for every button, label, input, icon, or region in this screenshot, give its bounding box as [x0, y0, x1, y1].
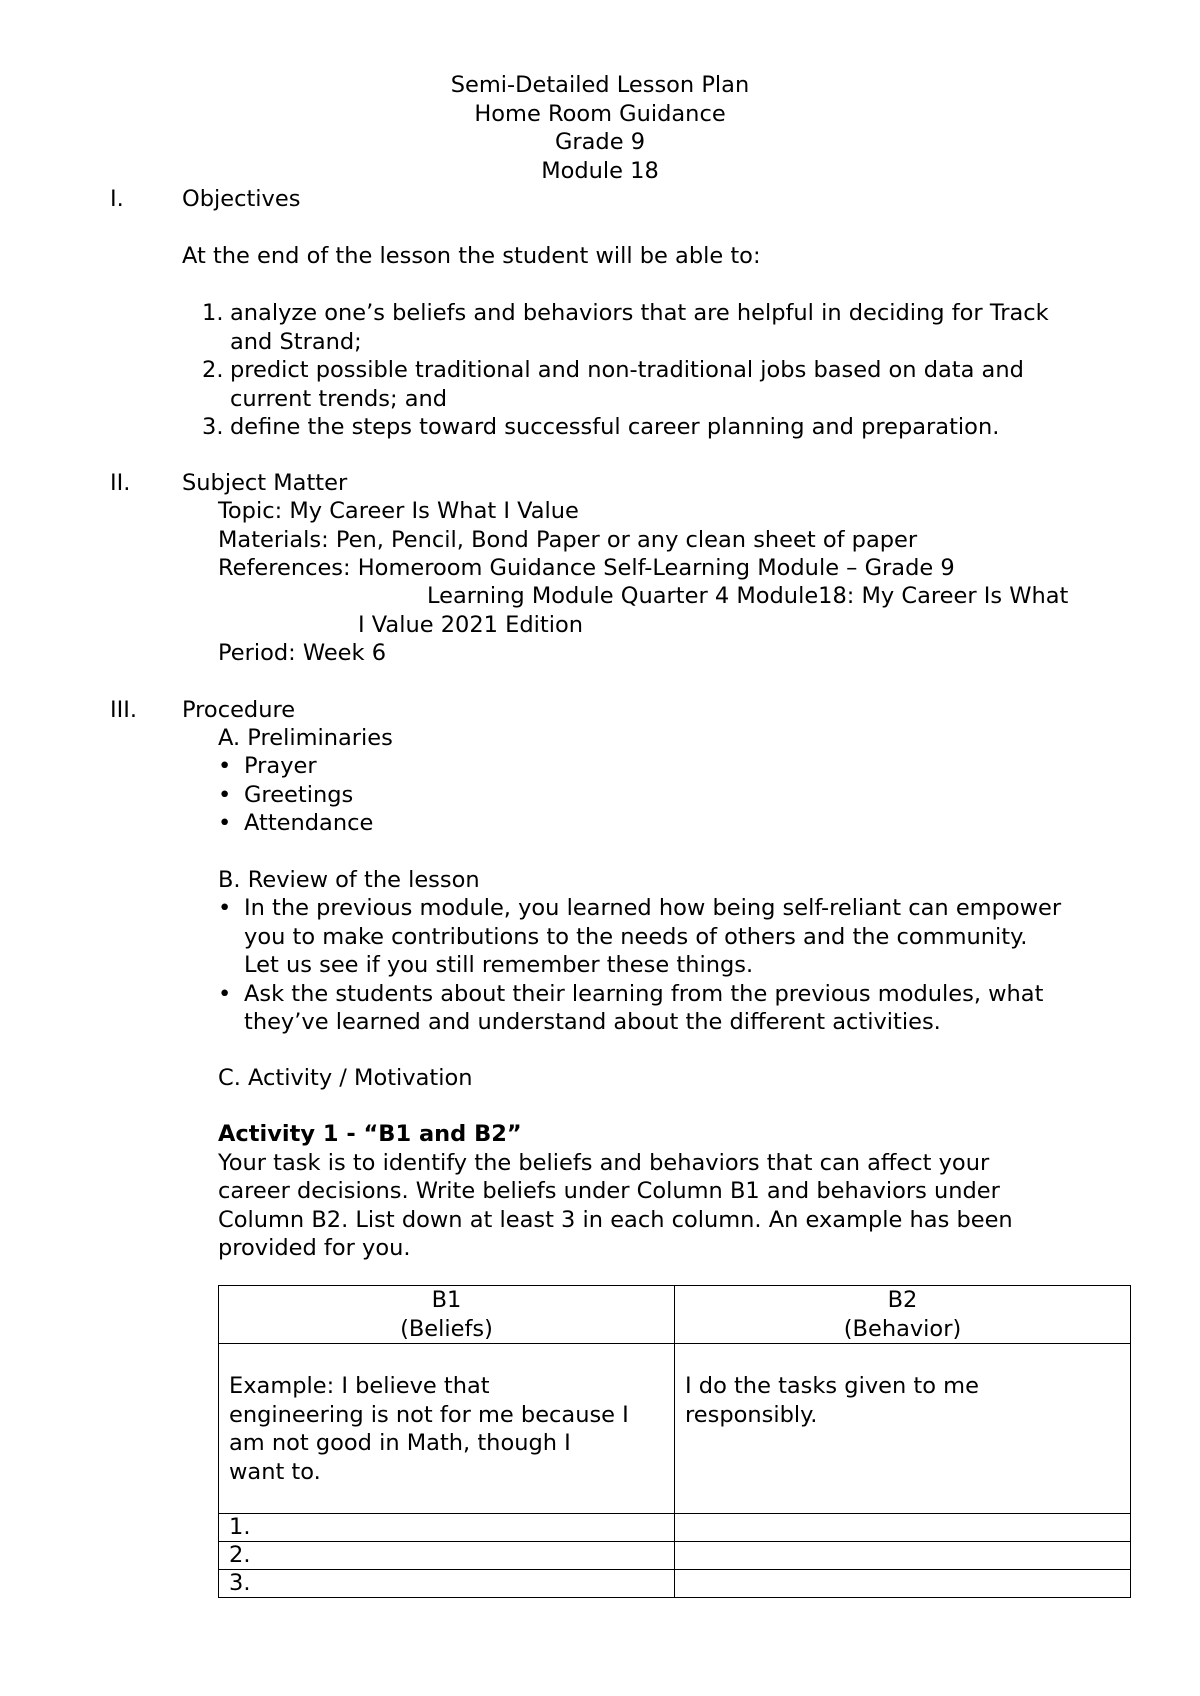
table-header-row: [219, 1286, 1131, 1344]
subject-materials: Materials: Pen, Pencil, Bond Paper or any clean sheet of paper: [218, 527, 918, 553]
bullet-icon: •: [218, 781, 232, 808]
subject-period: Period: Week 6: [218, 640, 387, 666]
b1-b2-table: [218, 1285, 1131, 1598]
activity-instructions: Column B2. List down at least 3 in each column. An example has been: [218, 1206, 1013, 1233]
list-item: • Greetings: [218, 781, 354, 808]
bullet-icon: •: [218, 810, 232, 836]
subsection-activity: C. Activity / Motivation: [218, 1065, 473, 1091]
section-number-objectives: I.: [110, 186, 124, 212]
column-header-b1: B1 (Beliefs): [219, 1286, 675, 1344]
subject-topic: Topic: My Career Is What I Value: [218, 498, 579, 524]
list-item: • Prayer: [218, 753, 317, 779]
belief-cell[interactable]: 1.: [219, 1514, 675, 1542]
list-item: 2. predict possible traditional and non-traditional jobs based on data and current trends; and: [202, 357, 1024, 412]
activity-block: [218, 1120, 1098, 1263]
objectives-intro: At the end of the lesson the student will be able to:: [182, 243, 761, 269]
table-row: [219, 1570, 1131, 1598]
review-list: [218, 894, 1061, 1037]
section-number-subject-matter: II.: [110, 470, 131, 496]
subject-references-cont: I Value 2021 Edition: [358, 612, 583, 638]
table-row: [219, 1344, 1131, 1514]
list-item: • Attendance: [218, 810, 374, 836]
table-row: [219, 1542, 1131, 1570]
list-item: 1. analyze one’s beliefs and behaviors that are helpful in deciding for Track and Strand;: [202, 300, 1049, 355]
subject-references-cont: Learning Module Quarter 4 Module18: My Career Is What: [427, 583, 1069, 609]
preliminaries-list: [218, 752, 373, 838]
section-title-objectives: Objectives: [182, 186, 301, 212]
list-item: • Ask the students about their learning from the previous modules, what they’ve learned and understand about the different activities.: [218, 980, 1044, 1035]
column-header-b2: B2 (Behavior): [675, 1286, 1131, 1344]
bullet-icon: •: [218, 753, 232, 779]
behavior-cell[interactable]: [675, 1542, 1131, 1570]
list-item: • In the previous module, you learned how being self-reliant can empower you to make contributions to the needs of others and the community. Let us see if you still remember these things.: [218, 895, 1062, 978]
example-belief-cell: Example: I believe that engineering is not for me because I am not good in Math, though I want to.: [219, 1344, 675, 1514]
list-item: 3. define the steps toward successful career planning and preparation.: [202, 414, 1000, 440]
doc-subject: Home Room Guidance: [474, 100, 726, 127]
activity-title: Activity 1 - “B1 and B2”: [218, 1121, 522, 1147]
doc-grade: Grade 9: [554, 129, 646, 155]
activity-instructions: provided for you.: [218, 1235, 411, 1261]
doc-title: Semi-Detailed Lesson Plan: [450, 72, 750, 98]
activity-instructions: career decisions. Write beliefs under Column B1 and behaviors under: [218, 1178, 1000, 1204]
bullet-icon: •: [218, 980, 232, 1007]
example-behavior-cell: I do the tasks given to me responsibly.: [675, 1344, 1131, 1514]
behavior-cell[interactable]: [675, 1514, 1131, 1542]
section-title-procedure: Procedure: [182, 697, 296, 723]
subsection-review: B. Review of the lesson: [218, 867, 480, 893]
table-row: [219, 1514, 1131, 1542]
belief-cell[interactable]: 3.: [219, 1570, 675, 1598]
subject-references: References: Homeroom Guidance Self-Learning Module – Grade 9: [218, 555, 955, 581]
bullet-icon: •: [218, 895, 232, 921]
doc-module: Module 18: [541, 157, 659, 184]
subsection-preliminaries: A. Preliminaries: [218, 725, 393, 751]
section-number-procedure: III.: [110, 697, 138, 723]
belief-cell[interactable]: 2.: [219, 1542, 675, 1570]
activity-instructions: Your task is to identify the beliefs and behaviors that can affect your: [218, 1149, 990, 1176]
section-title-subject-matter: Subject Matter: [182, 470, 348, 496]
behavior-cell[interactable]: [675, 1570, 1131, 1598]
document-header: [0, 71, 1200, 185]
objectives-list: [202, 299, 1130, 442]
